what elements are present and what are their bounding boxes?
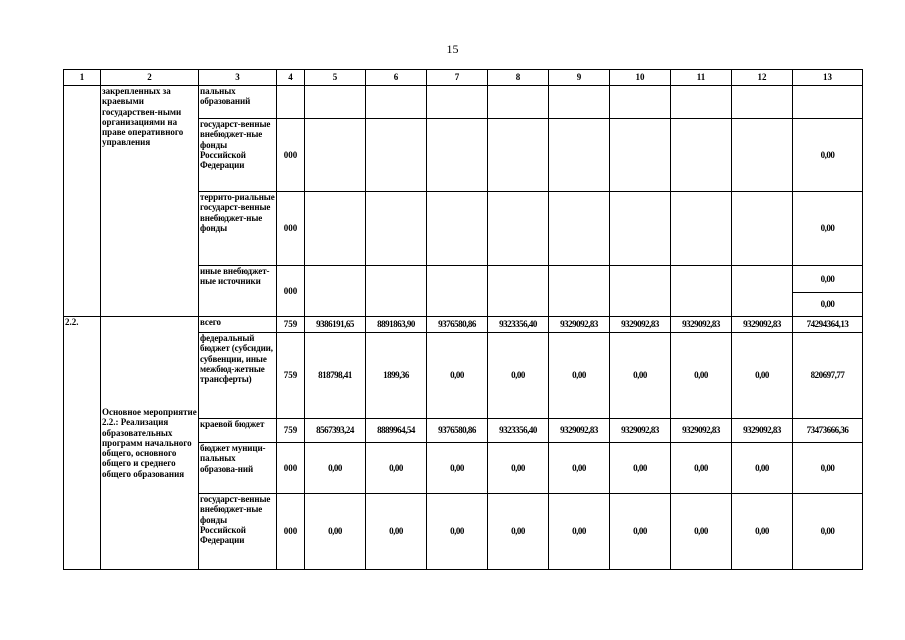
value-cell: 0,00 (366, 443, 427, 494)
value-cell: 818798,41 (305, 333, 366, 419)
value-cell (366, 119, 427, 192)
value-cell (671, 86, 732, 119)
value-cell (488, 119, 549, 192)
code-cell: 000 (277, 494, 305, 570)
value-cell (549, 86, 610, 119)
value-cell (610, 192, 671, 266)
row-number-cell: 2.2. (64, 317, 101, 570)
header-row (64, 70, 863, 86)
value-cell: 9323356,40 (488, 317, 549, 333)
value-cell: 0,00 (305, 494, 366, 570)
value-cell (549, 192, 610, 266)
value-cell: 8891863,90 (366, 317, 427, 333)
row-number-cell (64, 86, 101, 317)
table-row (64, 317, 863, 333)
value-cell: 0,00 (732, 333, 793, 419)
value-cell: 9329092,83 (610, 419, 671, 443)
value-cell: 9386191,65 (305, 317, 366, 333)
column-header: 7 (427, 70, 488, 86)
activity-name-cell: закрепленных за краевыми государствен-ными организациями на праве оперативного управления (101, 86, 199, 317)
value-cell: 0,00 (793, 119, 863, 192)
value-cell: 73473666,36 (793, 419, 863, 443)
value-cell (732, 86, 793, 119)
value-cell: 0,00 (427, 443, 488, 494)
value-cell: 9329092,83 (671, 317, 732, 333)
code-cell: 000 (277, 192, 305, 266)
value-cell: 0,00 (732, 443, 793, 494)
value-cell: 9376580,86 (427, 317, 488, 333)
value-cell: 8567393,24 (305, 419, 366, 443)
value-cell (549, 119, 610, 192)
column-header: 2 (101, 70, 199, 86)
column-header: 4 (277, 70, 305, 86)
code-cell: 000 (277, 443, 305, 494)
value-cell (305, 266, 366, 317)
value-cell: 0,00 (549, 333, 610, 419)
value-cell (732, 192, 793, 266)
funding-source-cell: пальных образований (199, 86, 277, 119)
value-cell (549, 266, 610, 317)
funding-source-cell: федеральный бюджет (субсидии, субвенции, иные межбюд-жетные трансферты) (199, 333, 277, 419)
value-cell: 9329092,83 (671, 419, 732, 443)
value-cell: 820697,77 (793, 333, 863, 419)
value-cell (671, 119, 732, 192)
value-cell: 8889964,54 (366, 419, 427, 443)
column-header: 9 (549, 70, 610, 86)
code-cell (277, 86, 305, 119)
value-cell: 9329092,83 (732, 419, 793, 443)
value-cell (732, 266, 793, 317)
code-cell: 759 (277, 317, 305, 333)
value-cell (305, 119, 366, 192)
value-cell (366, 192, 427, 266)
column-header: 8 (488, 70, 549, 86)
value-cell: 0,00 (671, 494, 732, 570)
value-cell: 0,00 (793, 192, 863, 266)
column-header: 11 (671, 70, 732, 86)
code-cell: 759 (277, 333, 305, 419)
value-cell: 0,00 (793, 494, 863, 570)
value-cell (671, 192, 732, 266)
value-cell: 0,00 (488, 494, 549, 570)
value-cell: 9376580,86 (427, 419, 488, 443)
value-cell: 0,00 (305, 443, 366, 494)
value-cell: 0,00 (549, 443, 610, 494)
activity-name-cell: Основное мероприятие 2.2.: Реализация образовательных программ начального общего, основного общего и среднего общего образования (101, 317, 199, 570)
value-cell: 0,00 (488, 333, 549, 419)
code-cell: 000 (277, 119, 305, 192)
value-cell (732, 119, 793, 192)
column-header: 13 (793, 70, 863, 86)
value-cell (305, 86, 366, 119)
table-row (64, 86, 863, 119)
value-cell (793, 86, 863, 119)
value-cell: 74294364,13 (793, 317, 863, 333)
value-cell (427, 86, 488, 119)
value-cell (305, 192, 366, 266)
column-header: 10 (610, 70, 671, 86)
value-cell: 0,00 (671, 443, 732, 494)
value-cell: 0,00 (549, 494, 610, 570)
value-cell (610, 119, 671, 192)
funding-source-cell: государст-венные внебюджет-ные фонды Российской Федерации (199, 494, 277, 570)
value-cell: 9329092,83 (732, 317, 793, 333)
value-cell (488, 86, 549, 119)
value-cell (427, 119, 488, 192)
value-cell: 0,00 (427, 494, 488, 570)
value-cell (610, 266, 671, 317)
code-cell: 759 (277, 419, 305, 443)
column-header: 12 (732, 70, 793, 86)
value-cell (427, 266, 488, 317)
funding-source-cell: государст-венные внебюджет-ные фонды Российской Федерации (199, 119, 277, 192)
value-cell: 0,00 (610, 443, 671, 494)
value-cell: 1899,36 (366, 333, 427, 419)
value-cell: 0,00 (366, 494, 427, 570)
value-cell: 9329092,83 (610, 317, 671, 333)
value-cell (427, 192, 488, 266)
value-cell: 0,00 (610, 333, 671, 419)
value-cell: 9329092,83 (549, 419, 610, 443)
value-cell: 0,00 (427, 333, 488, 419)
value-cell (671, 266, 732, 317)
column-header: 6 (366, 70, 427, 86)
value-cell: 0,00 (732, 494, 793, 570)
value-cell: 0,00 (671, 333, 732, 419)
column-header: 3 (199, 70, 277, 86)
value-cell: 0,00 (793, 266, 863, 293)
budget-table (63, 69, 863, 570)
value-cell: 0,00 (610, 494, 671, 570)
page-number: 15 (446, 42, 459, 56)
value-cell (488, 192, 549, 266)
funding-source-cell: всего (199, 317, 277, 333)
value-cell: 0,00 (488, 443, 549, 494)
code-cell: 000 (277, 266, 305, 317)
funding-source-cell: краевой бюджет (199, 419, 277, 443)
funding-source-cell: террито-риальные государст-венные внебюджет-ные фонды (199, 192, 277, 266)
funding-source-cell: иные внебюджет-ные источники (199, 266, 277, 317)
value-cell: 0,00 (793, 293, 863, 317)
value-cell (488, 266, 549, 317)
funding-source-cell: бюджет муници-пальных образова-ний (199, 443, 277, 494)
value-cell: 0,00 (793, 443, 863, 494)
value-cell (366, 86, 427, 119)
value-cell: 9329092,83 (549, 317, 610, 333)
column-header: 1 (64, 70, 101, 86)
value-cell (610, 86, 671, 119)
column-header: 5 (305, 70, 366, 86)
value-cell (366, 266, 427, 317)
value-cell: 9323356,40 (488, 419, 549, 443)
